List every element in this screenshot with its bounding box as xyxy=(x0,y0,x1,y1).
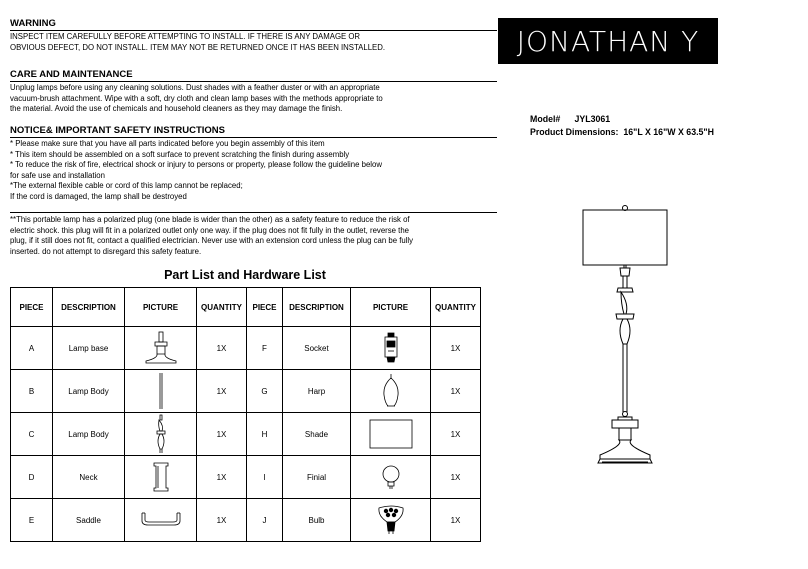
piece-cell: I xyxy=(247,456,283,499)
plug-line: electric shock. this plug will fit in a polarized outlet only one way. if the plug does not fit fully in the outlet, reverse the xyxy=(10,225,410,235)
quantity-cell: 1X xyxy=(431,370,481,413)
dimensions-value: 16"L X 16"W X 63.5"H xyxy=(623,127,714,137)
piece-cell: G xyxy=(247,370,283,413)
dimensions-label: Product Dimensions: xyxy=(530,127,619,137)
piece-cell: A xyxy=(11,327,53,370)
brand-logo: JONATHAN Y xyxy=(498,18,718,64)
piece-cell: C xyxy=(11,413,53,456)
header-piece: PIECE xyxy=(247,288,283,327)
plug-line: plug, if it still does not fit, contact a qualified electrician. Never use with an extension cord unless the plug can be fully xyxy=(10,236,414,246)
header-quantity: QUANTITY xyxy=(431,288,481,327)
piece-cell: D xyxy=(11,456,53,499)
bulb-icon xyxy=(376,504,406,536)
description-cell: Lamp base xyxy=(53,327,125,370)
quantity-cell: 1X xyxy=(431,456,481,499)
care-section xyxy=(10,69,497,115)
quantity-cell: 1X xyxy=(197,456,247,499)
notice-title: NOTICE& IMPORTANT SAFETY INSTRUCTIONS xyxy=(10,125,497,138)
header-quantity: QUANTITY xyxy=(197,288,247,327)
shade-icon xyxy=(368,417,414,451)
model-value: JYL3061 xyxy=(574,114,611,124)
plug-line: inserted. do not attempt to disregard this safety feature. xyxy=(10,246,202,256)
care-line: Unplug lamps before using any cleaning solutions. Dust shades with a feather duster or with an appropriate xyxy=(10,83,380,92)
model-label: Model# xyxy=(530,114,561,124)
product-info xyxy=(530,113,714,139)
lamp-shade-drawing xyxy=(583,210,667,265)
header-description: DESCRIPTION xyxy=(53,288,125,327)
description-cell: Harp xyxy=(283,370,351,413)
neck-icon xyxy=(151,460,171,494)
care-line: vacuum-brush attachment. Wipe with a soft, dry cloth and clean lamp bases with the methods appropriate to xyxy=(10,93,383,103)
piece-cell: J xyxy=(247,499,283,542)
notice-section xyxy=(10,125,497,203)
description-cell: Bulb xyxy=(283,499,351,542)
warning-line: INSPECT ITEM CAREFULLY BEFORE ATTEMPTING TO INSTALL. IF THERE IS ANY DAMAGE OR xyxy=(10,32,361,41)
quantity-cell: 1X xyxy=(431,413,481,456)
warning-section xyxy=(10,18,497,53)
notice-line: *The external flexible cable or cord of this lamp cannot be replaced; xyxy=(10,181,243,191)
quantity-cell: 1X xyxy=(197,370,247,413)
warning-title: WARNING xyxy=(10,18,497,31)
piece-cell: F xyxy=(247,327,283,370)
notice-line: for safe use and installation xyxy=(10,170,105,180)
table-row xyxy=(11,370,481,413)
care-line: the material. Avoid the use of chemicals and household cleaners as they may damage the finish. xyxy=(10,104,343,114)
lamp-body-rod-icon xyxy=(156,372,166,410)
quantity-cell: 1X xyxy=(431,327,481,370)
piece-cell: B xyxy=(11,370,53,413)
floor-lamp-drawing xyxy=(580,180,670,480)
table-row xyxy=(11,499,481,542)
header-picture: PICTURE xyxy=(351,288,431,327)
quantity-cell: 1X xyxy=(197,327,247,370)
table-row xyxy=(11,413,481,456)
notice-line: * This item should be assembled on a soft surface to prevent scratching the finish during assembly xyxy=(10,149,350,159)
saddle-icon xyxy=(140,509,182,531)
description-cell: Finial xyxy=(283,456,351,499)
piece-cell: E xyxy=(11,499,53,542)
description-cell: Shade xyxy=(283,413,351,456)
polarized-plug-section xyxy=(10,212,497,257)
description-cell: Neck xyxy=(53,456,125,499)
parts-table xyxy=(10,287,481,542)
header-picture: PICTURE xyxy=(125,288,197,327)
lamp-body-column-icon xyxy=(154,414,168,454)
finial-icon xyxy=(380,464,402,490)
care-title: CARE AND MAINTENANCE xyxy=(10,69,497,82)
notice-line: * Please make sure that you have all parts indicated before you begin assembly of this item xyxy=(10,139,325,148)
notice-line: If the cord is damaged, the lamp shall be destroyed xyxy=(10,191,187,201)
quantity-cell: 1X xyxy=(197,413,247,456)
table-row xyxy=(11,456,481,499)
piece-cell: H xyxy=(247,413,283,456)
header-piece: PIECE xyxy=(11,288,53,327)
quantity-cell: 1X xyxy=(431,499,481,542)
notice-line: * To reduce the risk of fire, electrical shock or injury to persons or property, please follow the guideline below xyxy=(10,160,382,170)
parts-table-title: Part List and Hardware List xyxy=(164,268,326,282)
lamp-base-icon xyxy=(144,330,178,366)
quantity-cell: 1X xyxy=(197,499,247,542)
table-header-row xyxy=(11,288,481,327)
description-cell: Saddle xyxy=(53,499,125,542)
socket-icon xyxy=(380,331,402,365)
harp-icon xyxy=(381,373,401,409)
plug-line: **This portable lamp has a polarized plug (one blade is wider than the other) as a safety feature to reduce the risk of xyxy=(10,215,410,224)
description-cell: Lamp Body xyxy=(53,413,125,456)
header-description: DESCRIPTION xyxy=(283,288,351,327)
warning-line: OBVIOUS DEFECT, DO NOT INSTALL. ITEM MAY NOT BE RETURNED ONCE IT HAS BEEN INSTALLED. xyxy=(10,42,386,52)
description-cell: Socket xyxy=(283,327,351,370)
table-row xyxy=(11,327,481,370)
description-cell: Lamp Body xyxy=(53,370,125,413)
